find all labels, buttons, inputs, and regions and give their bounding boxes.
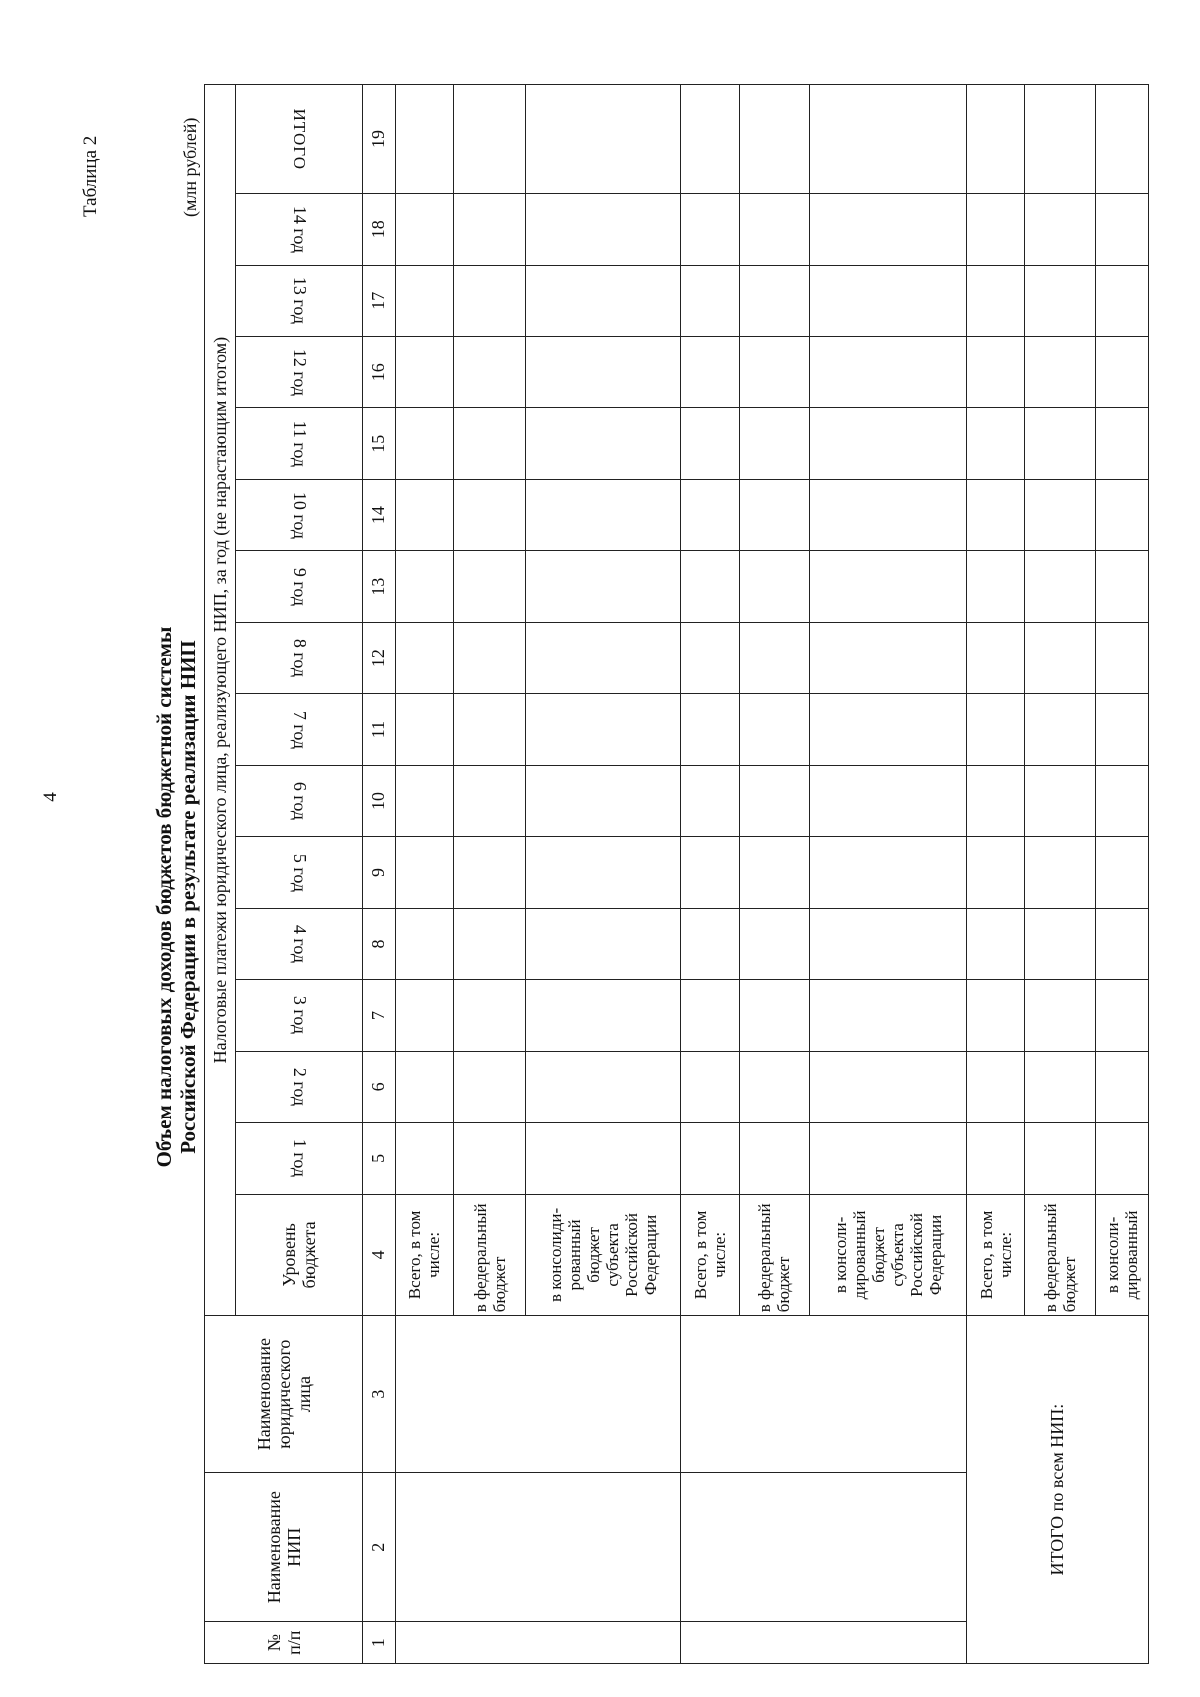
column-number: 4 <box>363 1194 396 1316</box>
column-number: 17 <box>363 265 396 336</box>
column-number: 5 <box>363 1123 396 1194</box>
header-legal-entity: Наименование юридического лица <box>205 1316 363 1473</box>
column-number: 15 <box>363 408 396 479</box>
header-year-3: 3 год <box>236 980 363 1051</box>
nip-name-cell <box>395 1473 681 1622</box>
header-year-13: 13 год <box>236 265 363 336</box>
title-line-2: Российской Федерации в результате реализации НИП <box>176 640 200 1154</box>
title-line-1: Объем налоговых доходов бюджетов бюджетной системы <box>152 626 176 1168</box>
legal-entity-cell <box>681 1316 967 1473</box>
column-number: 13 <box>363 551 396 622</box>
column-number: 14 <box>363 479 396 550</box>
row-num-cell <box>395 1622 681 1664</box>
units-note: (млн рублей) <box>180 117 200 217</box>
budget-level-total: Всего, в том числе: <box>395 1194 453 1316</box>
table-row <box>681 85 739 1664</box>
header-year-8: 8 год <box>236 622 363 693</box>
tax-revenue-table <box>204 84 1149 1664</box>
column-number: 6 <box>363 1051 396 1122</box>
header-year-9: 9 год <box>236 551 363 622</box>
column-number: 12 <box>363 622 396 693</box>
column-number: 10 <box>363 765 396 836</box>
header-year-6: 6 год <box>236 765 363 836</box>
budget-level-total: Всего, в том числе: <box>681 1194 739 1316</box>
budget-level-total: Всего, в том числе: <box>967 1194 1025 1316</box>
table-label: Таблица 2 <box>80 135 101 217</box>
header-year-14: 14 год <box>236 194 363 265</box>
header-year-5: 5 год <box>236 837 363 908</box>
column-number: 1 <box>363 1622 396 1664</box>
header-nip-name: Наименование НИП <box>205 1473 363 1622</box>
column-number: 9 <box>363 837 396 908</box>
header-year-2: 2 год <box>236 1051 363 1122</box>
column-number: 8 <box>363 908 396 979</box>
header-year-11: 11 год <box>236 408 363 479</box>
column-number: 11 <box>363 694 396 765</box>
column-number: 7 <box>363 980 396 1051</box>
table-row <box>967 85 1025 1664</box>
header-year-1: 1 год <box>236 1123 363 1194</box>
column-number-row <box>363 85 396 1664</box>
column-number: 16 <box>363 336 396 407</box>
budget-level-federal: в федеральный бюджет <box>453 1194 526 1316</box>
header-num: № п/п <box>205 1622 363 1664</box>
budget-level-federal: в федеральный бюджет <box>1025 1194 1095 1316</box>
document-title <box>152 197 200 1597</box>
row-num-cell <box>681 1622 967 1664</box>
budget-level-consolidated: в консолиди-рованный бюджет субъекта Российской Федерации <box>526 1194 681 1316</box>
column-number: 18 <box>363 194 396 265</box>
budget-level-consolidated: в консоли-дированный бюджет субъекта Российской Федерации <box>809 1194 966 1316</box>
column-number: 2 <box>363 1473 396 1622</box>
header-year-4: 4 год <box>236 908 363 979</box>
budget-level-federal: в федеральный бюджет <box>739 1194 809 1316</box>
column-number: 19 <box>363 85 396 194</box>
page-number: 4 <box>40 792 61 802</box>
header-year-12: 12 год <box>236 336 363 407</box>
header-tax-payments: Налоговые платежи юридического лица, реализующего НИП, за год (не нарастающим итогом) <box>205 85 236 1316</box>
header-total: ИТОГО <box>236 85 363 194</box>
grand-total-label: ИТОГО по всем НИП: <box>967 1316 1149 1664</box>
header-year-7: 7 год <box>236 694 363 765</box>
table-row <box>395 85 453 1664</box>
header-budget-level: Уровень бюджета <box>236 1194 363 1316</box>
column-number: 3 <box>363 1316 396 1473</box>
budget-level-consolidated: в консоли-дированный <box>1095 1194 1148 1316</box>
header-year-10: 10 год <box>236 479 363 550</box>
nip-name-cell <box>681 1473 967 1622</box>
legal-entity-cell <box>395 1316 681 1473</box>
